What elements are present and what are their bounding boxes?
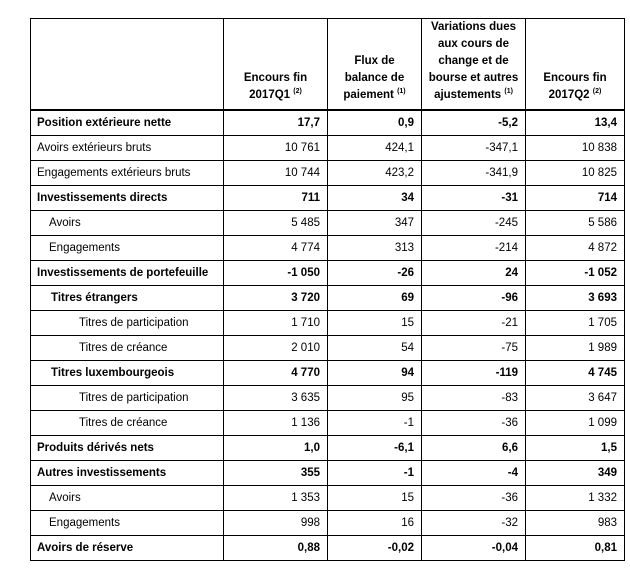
header-col-3: Variations dues aux cours de change et de bourse et autres ajustements $^{(1)}$ [422, 19, 526, 111]
cell-value: -21 [422, 311, 526, 336]
cell-value: 3 635 [224, 386, 328, 411]
cell-value: 983 [526, 511, 625, 536]
row-label: Produits dérivés nets [31, 436, 224, 461]
header-row [31, 19, 625, 111]
table-row [31, 411, 625, 436]
table-row [31, 161, 625, 186]
cell-value: -1 052 [526, 261, 625, 286]
cell-value: -5,2 [422, 110, 526, 136]
cell-value: -96 [422, 286, 526, 311]
cell-value: 4 770 [224, 361, 328, 386]
header-col-2: Flux de balance de paiement $^{(1)}$ [328, 19, 422, 111]
row-label: Engagements [31, 511, 224, 536]
cell-value: 998 [224, 511, 328, 536]
cell-value: 1 136 [224, 411, 328, 436]
cell-value: -31 [422, 186, 526, 211]
cell-value: 34 [328, 186, 422, 211]
table-row [31, 336, 625, 361]
cell-value: 3 647 [526, 386, 625, 411]
cell-value: -214 [422, 236, 526, 261]
cell-value: 313 [328, 236, 422, 261]
cell-value: -1 050 [224, 261, 328, 286]
cell-value: -75 [422, 336, 526, 361]
cell-value: 711 [224, 186, 328, 211]
table-row [31, 136, 625, 161]
cell-value: 4 872 [526, 236, 625, 261]
table-row [31, 536, 625, 561]
table-row [31, 236, 625, 261]
cell-value: -6,1 [328, 436, 422, 461]
row-label: Titres de créance [31, 336, 224, 361]
cell-value: -119 [422, 361, 526, 386]
table-row [31, 261, 625, 286]
cell-value: 347 [328, 211, 422, 236]
cell-value: 10 838 [526, 136, 625, 161]
row-label: Titres de participation [31, 311, 224, 336]
table-row [31, 361, 625, 386]
row-label: Autres investissements [31, 461, 224, 486]
cell-value: 1 332 [526, 486, 625, 511]
cell-value: -341,9 [422, 161, 526, 186]
cell-value: 1 353 [224, 486, 328, 511]
row-label: Titres de participation [31, 386, 224, 411]
cell-value: -36 [422, 486, 526, 511]
cell-value: -1 [328, 461, 422, 486]
balance-table [30, 18, 625, 561]
row-label: Investissements directs [31, 186, 224, 211]
row-label: Engagements extérieurs bruts [31, 161, 224, 186]
cell-value: 13,4 [526, 110, 625, 136]
cell-value: 15 [328, 311, 422, 336]
cell-value: 69 [328, 286, 422, 311]
cell-value: 3 720 [224, 286, 328, 311]
row-label: Avoirs [31, 211, 224, 236]
header-col-4: Encours fin 2017Q2 $^{(2)}$ [526, 19, 625, 111]
table-row [31, 486, 625, 511]
cell-value: -32 [422, 511, 526, 536]
table-row [31, 386, 625, 411]
cell-value: 0,9 [328, 110, 422, 136]
header-empty-cell [31, 19, 224, 111]
table-row [31, 311, 625, 336]
cell-value: -36 [422, 411, 526, 436]
cell-value: 5 586 [526, 211, 625, 236]
cell-value: 2 010 [224, 336, 328, 361]
cell-value: 1,5 [526, 436, 625, 461]
cell-value: 94 [328, 361, 422, 386]
row-label: Investissements de portefeuille [31, 261, 224, 286]
table-row [31, 186, 625, 211]
header-col-1: Encours fin 2017Q1 $^{(2)}$ [224, 19, 328, 111]
row-label: Titres luxembourgeois [31, 361, 224, 386]
cell-value: 1 989 [526, 336, 625, 361]
cell-value: -0,04 [422, 536, 526, 561]
row-label: Avoirs extérieurs bruts [31, 136, 224, 161]
cell-value: 10 744 [224, 161, 328, 186]
row-label: Engagements [31, 236, 224, 261]
cell-value: 15 [328, 486, 422, 511]
row-label: Avoirs de réserve [31, 536, 224, 561]
table-row [31, 436, 625, 461]
cell-value: -245 [422, 211, 526, 236]
cell-value: 10 761 [224, 136, 328, 161]
cell-value: 1,0 [224, 436, 328, 461]
cell-value: -26 [328, 261, 422, 286]
cell-value: -4 [422, 461, 526, 486]
cell-value: 0,88 [224, 536, 328, 561]
cell-value: 54 [328, 336, 422, 361]
cell-value: 424,1 [328, 136, 422, 161]
cell-value: 1 710 [224, 311, 328, 336]
row-label: Titres étrangers [31, 286, 224, 311]
table-row [31, 211, 625, 236]
cell-value: 95 [328, 386, 422, 411]
cell-value: 4 745 [526, 361, 625, 386]
cell-value: 24 [422, 261, 526, 286]
cell-value: 714 [526, 186, 625, 211]
cell-value: 355 [224, 461, 328, 486]
cell-value: -0,02 [328, 536, 422, 561]
row-label: Avoirs [31, 486, 224, 511]
cell-value: -1 [328, 411, 422, 436]
cell-value: 4 774 [224, 236, 328, 261]
cell-value: 5 485 [224, 211, 328, 236]
cell-value: 10 825 [526, 161, 625, 186]
cell-value: 1 705 [526, 311, 625, 336]
cell-value: -83 [422, 386, 526, 411]
table-row [31, 110, 625, 136]
row-label: Titres de créance [31, 411, 224, 436]
cell-value: 17,7 [224, 110, 328, 136]
cell-value: 349 [526, 461, 625, 486]
cell-value: -347,1 [422, 136, 526, 161]
cell-value: 1 099 [526, 411, 625, 436]
cell-value: 0,81 [526, 536, 625, 561]
cell-value: 16 [328, 511, 422, 536]
table-row [31, 511, 625, 536]
table-row [31, 286, 625, 311]
table-row [31, 461, 625, 486]
cell-value: 6,6 [422, 436, 526, 461]
cell-value: 423,2 [328, 161, 422, 186]
cell-value: 3 693 [526, 286, 625, 311]
row-label: Position extérieure nette [31, 110, 224, 136]
